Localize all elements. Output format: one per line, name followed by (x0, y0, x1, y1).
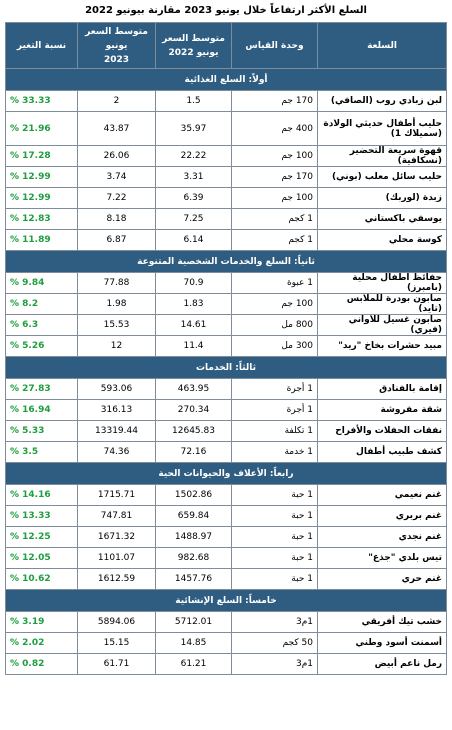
change-cell: % 21.96 (6, 112, 78, 146)
avg-2022-cell: 1.83 (156, 294, 232, 315)
table-body (6, 69, 447, 675)
item-name-cell: حليب سائل معلب (بوني) (318, 167, 447, 188)
avg-2022-cell: 61.21 (156, 654, 232, 675)
item-name-cell: تيس بلدي "جذع" (318, 548, 447, 569)
header-avg-2023-line2: 2023 (103, 54, 130, 65)
unit-cell: 300 مل (232, 336, 318, 357)
section-title: ثانياً: السلع والخدمات الشخصية المتنوعة (6, 251, 447, 273)
unit-cell: 100 جم (232, 294, 318, 315)
table-row (6, 188, 447, 209)
unit-cell: 170 جم (232, 167, 318, 188)
avg-2022-cell: 14.85 (156, 633, 232, 654)
avg-2022-cell: 70.9 (156, 273, 232, 294)
item-name-cell: غنم نجدي (318, 527, 447, 548)
avg-2022-cell: 72.16 (156, 442, 232, 463)
unit-cell: 400 جم (232, 112, 318, 146)
change-cell: % 14.16 (6, 485, 78, 506)
unit-cell: 1 عبوة (232, 273, 318, 294)
header-avg-2023 (78, 23, 156, 69)
avg-2023-cell: 43.87 (78, 112, 156, 146)
item-name-cell: كشف طبيب أطفال (318, 442, 447, 463)
unit-cell: 1 حبة (232, 569, 318, 590)
table-row (6, 633, 447, 654)
item-name-cell: كوسة محلي (318, 230, 447, 251)
avg-2022-cell: 1457.76 (156, 569, 232, 590)
item-name-cell: قهوة سريعة التحضير (نسكافية) (318, 146, 447, 167)
avg-2022-cell: 1488.97 (156, 527, 232, 548)
unit-cell: 1 أجرة (232, 379, 318, 400)
table-row (6, 654, 447, 675)
avg-2023-cell: 77.88 (78, 273, 156, 294)
table-row (6, 91, 447, 112)
price-change-table (5, 22, 447, 675)
change-cell: % 12.25 (6, 527, 78, 548)
change-cell: % 5.26 (6, 336, 78, 357)
avg-2022-cell: 5712.01 (156, 612, 232, 633)
change-cell: % 16.94 (6, 400, 78, 421)
change-cell: % 13.33 (6, 506, 78, 527)
table-row (6, 400, 447, 421)
item-name-cell: غنم نعيمي (318, 485, 447, 506)
unit-cell: 50 كجم (232, 633, 318, 654)
change-cell: % 3.5 (6, 442, 78, 463)
table-row (6, 548, 447, 569)
section-title: خامساً: السلع الإنشائية (6, 590, 447, 612)
section-header-row (6, 357, 447, 379)
avg-2022-cell: 6.14 (156, 230, 232, 251)
item-name-cell: غنم بربري (318, 506, 447, 527)
table-row (6, 379, 447, 400)
change-cell: % 12.05 (6, 548, 78, 569)
change-cell: % 9.84 (6, 273, 78, 294)
change-cell: % 12.99 (6, 167, 78, 188)
header-change: نسبة التغير (6, 23, 78, 69)
avg-2023-cell: 6.87 (78, 230, 156, 251)
unit-cell: 800 مل (232, 315, 318, 336)
change-cell: % 11.89 (6, 230, 78, 251)
unit-cell: 1 حبة (232, 506, 318, 527)
unit-cell: 1 حبة (232, 527, 318, 548)
item-name-cell: صابون بودرة للملابس (تايد) (318, 294, 447, 315)
table-row (6, 167, 447, 188)
table-row (6, 442, 447, 463)
change-cell: % 12.83 (6, 209, 78, 230)
change-cell: % 8.2 (6, 294, 78, 315)
item-name-cell: مبيد حشرات بخاخ "ريد" (318, 336, 447, 357)
item-name-cell: صابون غسيل للأواني (فيري) (318, 315, 447, 336)
avg-2022-cell: 1.5 (156, 91, 232, 112)
avg-2022-cell: 463.95 (156, 379, 232, 400)
section-title: رابعاً: الأعلاف والحيوانات الحية (6, 463, 447, 485)
section-header-row (6, 590, 447, 612)
table-row (6, 336, 447, 357)
avg-2023-cell: 5894.06 (78, 612, 156, 633)
item-name-cell: شقة مفروشة (318, 400, 447, 421)
change-cell: % 6.3 (6, 315, 78, 336)
table-row (6, 569, 447, 590)
avg-2022-cell: 11.4 (156, 336, 232, 357)
avg-2023-cell: 12 (78, 336, 156, 357)
avg-2023-cell: 1612.59 (78, 569, 156, 590)
table-row (6, 612, 447, 633)
avg-2022-cell: 14.61 (156, 315, 232, 336)
unit-cell: 1 كجم (232, 230, 318, 251)
unit-cell: 170 جم (232, 91, 318, 112)
item-name-cell: حفائظ أطفال محلية (بامبرز) (318, 273, 447, 294)
avg-2022-cell: 6.39 (156, 188, 232, 209)
avg-2023-cell: 8.18 (78, 209, 156, 230)
change-cell: % 10.62 (6, 569, 78, 590)
unit-cell: 1م3 (232, 654, 318, 675)
item-name-cell: نفقات الحفلات والأفراح (318, 421, 447, 442)
avg-2023-cell: 3.74 (78, 167, 156, 188)
header-avg-2023-line1: متوسط السعر يونيو (85, 26, 148, 51)
header-avg-2022-line1: متوسط السعر (162, 33, 225, 44)
header-row (6, 23, 447, 69)
table-row (6, 112, 447, 146)
table-row (6, 421, 447, 442)
unit-cell: 100 جم (232, 146, 318, 167)
table-row (6, 485, 447, 506)
change-cell: % 33.33 (6, 91, 78, 112)
table-row (6, 273, 447, 294)
unit-cell: 1 أجرة (232, 400, 318, 421)
avg-2023-cell: 26.06 (78, 146, 156, 167)
unit-cell: 1م3 (232, 612, 318, 633)
item-name-cell: حليب أطفال حديثي الولادة (سميلاك 1) (318, 112, 447, 146)
change-cell: % 0.82 (6, 654, 78, 675)
avg-2023-cell: 2 (78, 91, 156, 112)
item-name-cell: إقامة بالفنادق (318, 379, 447, 400)
table-row (6, 527, 447, 548)
unit-cell: 1 خدمة (232, 442, 318, 463)
item-name-cell: لبن زبادي روب (الصافي) (318, 91, 447, 112)
change-cell: % 12.99 (6, 188, 78, 209)
item-name-cell: أسمنت أسود وطني (318, 633, 447, 654)
unit-cell: 1 تكلفة (232, 421, 318, 442)
avg-2022-cell: 35.97 (156, 112, 232, 146)
avg-2023-cell: 1.98 (78, 294, 156, 315)
section-title: أولاً: السلع الغذائية (6, 69, 447, 91)
item-name-cell: رمل ناعم أبيض (318, 654, 447, 675)
section-header-row (6, 251, 447, 273)
item-name-cell: يوسفي باكستاني (318, 209, 447, 230)
header-avg-2022 (156, 23, 232, 69)
avg-2022-cell: 659.84 (156, 506, 232, 527)
header-unit: وحدة القياس (232, 23, 318, 69)
unit-cell: 1 حبة (232, 548, 318, 569)
change-cell: % 2.02 (6, 633, 78, 654)
table-row (6, 230, 447, 251)
header-avg-2022-line2: يونيو 2022 (168, 47, 219, 58)
item-name-cell: غنم حري (318, 569, 447, 590)
section-title: ثالثاً: الخدمات (6, 357, 447, 379)
avg-2022-cell: 1502.86 (156, 485, 232, 506)
change-cell: % 5.33 (6, 421, 78, 442)
avg-2023-cell: 74.36 (78, 442, 156, 463)
change-cell: % 27.83 (6, 379, 78, 400)
table-row (6, 315, 447, 336)
change-cell: % 3.19 (6, 612, 78, 633)
item-name-cell: خشب تيك أفريقي (318, 612, 447, 633)
avg-2022-cell: 270.34 (156, 400, 232, 421)
avg-2023-cell: 747.81 (78, 506, 156, 527)
avg-2023-cell: 15.15 (78, 633, 156, 654)
avg-2022-cell: 7.25 (156, 209, 232, 230)
unit-cell: 1 كجم (232, 209, 318, 230)
header-item: السلعة (318, 23, 447, 69)
table-row (6, 209, 447, 230)
avg-2023-cell: 61.71 (78, 654, 156, 675)
item-name-cell: زبدة (لوربك) (318, 188, 447, 209)
avg-2022-cell: 22.22 (156, 146, 232, 167)
change-cell: % 17.28 (6, 146, 78, 167)
avg-2023-cell: 1101.07 (78, 548, 156, 569)
avg-2022-cell: 3.31 (156, 167, 232, 188)
section-header-row (6, 69, 447, 91)
avg-2023-cell: 1671.32 (78, 527, 156, 548)
table-row (6, 146, 447, 167)
avg-2023-cell: 316.13 (78, 400, 156, 421)
table-row (6, 506, 447, 527)
avg-2022-cell: 12645.83 (156, 421, 232, 442)
avg-2023-cell: 15.53 (78, 315, 156, 336)
section-header-row (6, 463, 447, 485)
unit-cell: 1 حبة (232, 485, 318, 506)
avg-2023-cell: 7.22 (78, 188, 156, 209)
avg-2023-cell: 13319.44 (78, 421, 156, 442)
unit-cell: 100 جم (232, 188, 318, 209)
table-row (6, 294, 447, 315)
avg-2023-cell: 593.06 (78, 379, 156, 400)
avg-2023-cell: 1715.71 (78, 485, 156, 506)
avg-2022-cell: 982.68 (156, 548, 232, 569)
report-title: السلع الأكثر ارتفاعاً خلال يونيو 2023 مقارنة بيونيو 2022 (85, 5, 367, 16)
